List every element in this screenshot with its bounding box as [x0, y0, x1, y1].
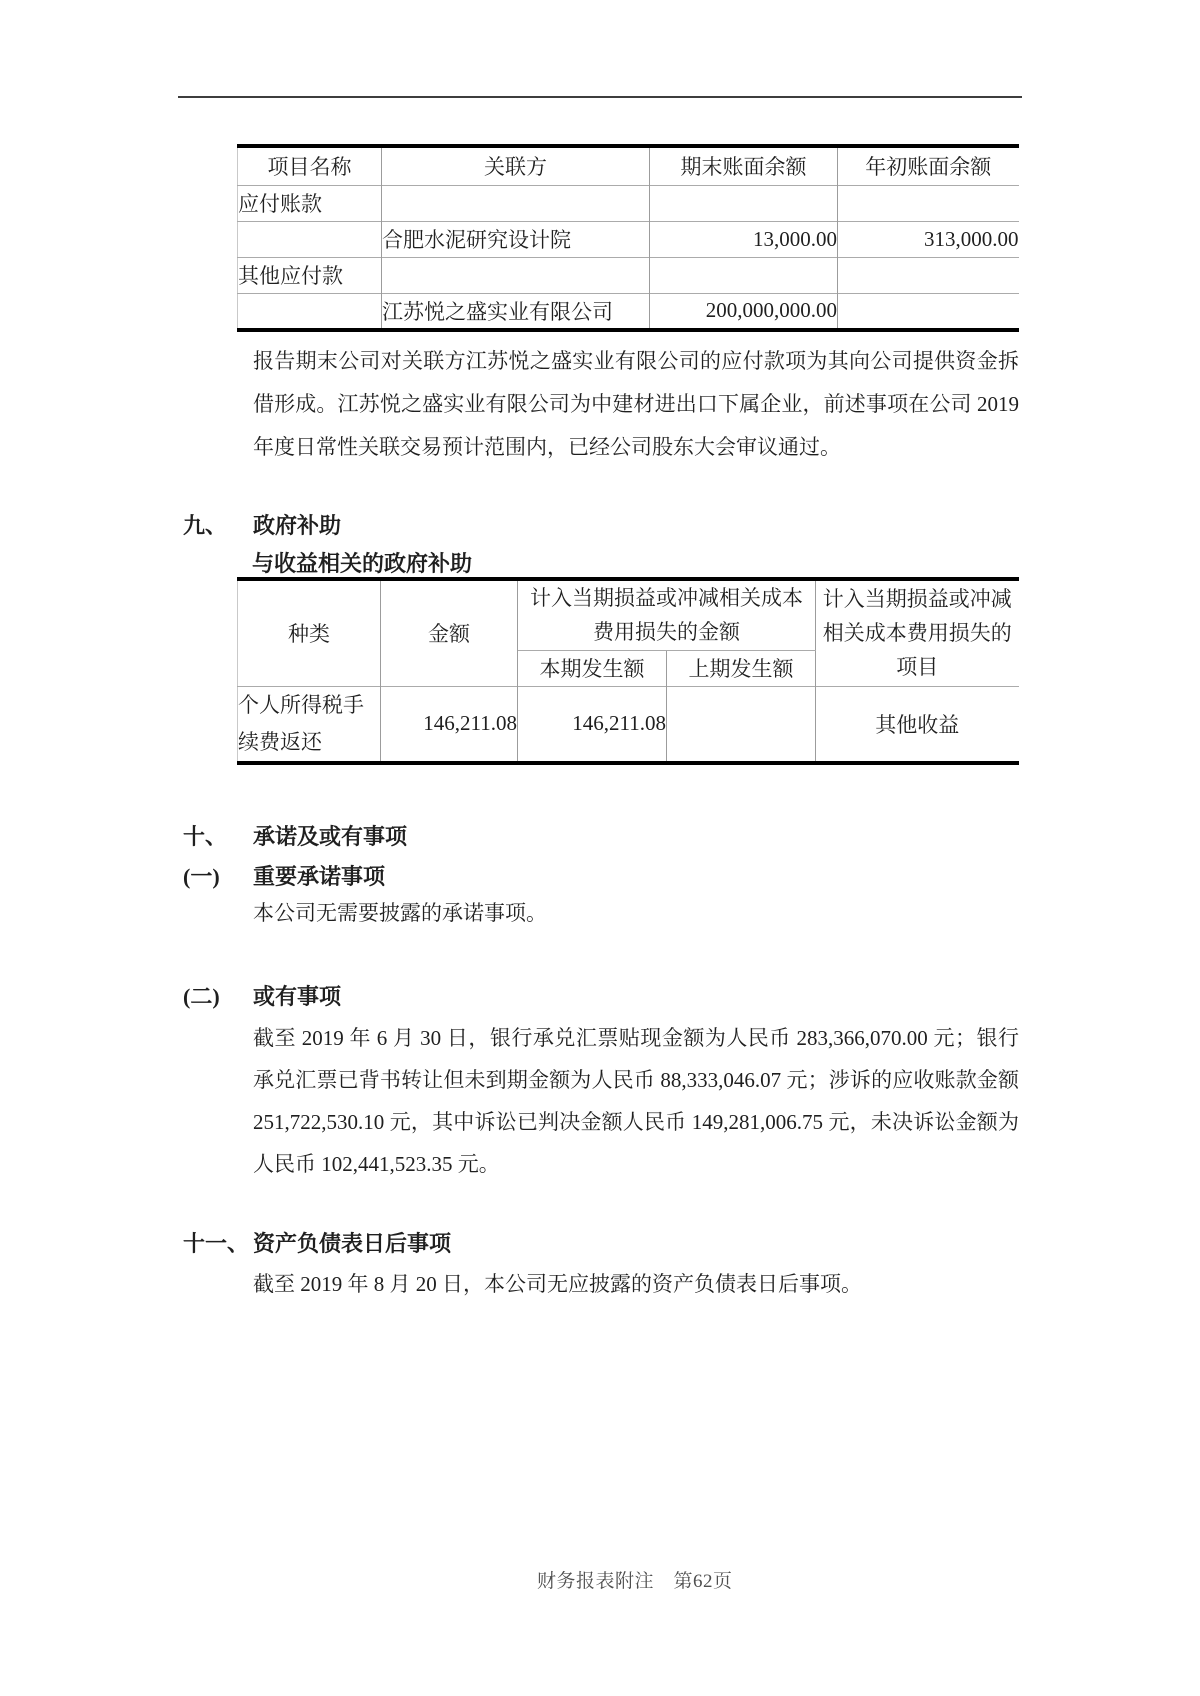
table-cell: 合肥水泥研究设计院	[382, 221, 650, 257]
table-cell	[382, 185, 650, 221]
table-cell: 146,211.08	[518, 686, 667, 763]
section-ten-heading	[183, 824, 407, 849]
paragraph-line: 承兑汇票已背书转让但未到期金额为人民币 88,333,046.07 元；涉诉的应收账款金额	[253, 1068, 1019, 1092]
header-line: 费用损失的金额	[593, 620, 740, 645]
table-header-cell: 上期发生额	[667, 650, 816, 686]
header-line: 计入当期损益或冲减	[822, 587, 1012, 612]
paragraph-line: 人民币 102,441,523.35 元。	[253, 1152, 500, 1176]
table-cell: 146,211.08	[381, 686, 518, 763]
table-row	[238, 185, 1019, 221]
page-footer: 财务报表附注 第62页	[537, 1571, 733, 1592]
table-cell: 应付账款	[238, 185, 382, 221]
post-balance-sheet-body: 截至 2019 年 8 月 20 日，本公司无应披露的资产负债表日后事项。	[253, 1272, 862, 1296]
section-number: (一)	[183, 864, 220, 889]
contingencies-paragraph	[253, 1017, 1019, 1185]
paragraph-line: 251,722,530.10 元，其中诉讼已判决金额人民币 149,281,006.75 元，未决诉讼金额为	[253, 1110, 1019, 1134]
section-nine-heading	[183, 513, 341, 538]
section-ten-two-heading	[183, 984, 341, 1009]
table-header-cell: 期末账面余额	[650, 146, 838, 185]
section-title: 重要承诺事项	[253, 864, 386, 889]
table-header-cell: 关联方	[382, 146, 650, 185]
section-number: 九、	[183, 513, 228, 538]
subsidy-subtitle: 与收益相关的政府补助	[252, 551, 473, 576]
related-party-table	[237, 144, 1019, 332]
table-header-cell: 项目名称	[238, 146, 382, 185]
table-cell	[238, 221, 382, 257]
table-cell	[667, 686, 816, 763]
related-party-note	[253, 340, 1019, 469]
table-header-cell	[816, 579, 1019, 686]
note-line: 报告期末公司对关联方江苏悦之盛实业有限公司的应付款项为其向公司提供资金拆	[253, 349, 1019, 373]
header-line: 项目	[896, 655, 939, 680]
table-cell: 其他收益	[816, 686, 1019, 763]
table-cell: 200,000,000.00	[650, 293, 838, 330]
section-title: 或有事项	[253, 984, 342, 1009]
paragraph-line: 截至 2019 年 6 月 30 日，银行承兑汇票贴现金额为人民币 283,366,070.00 元；银行	[253, 1026, 1019, 1050]
table-cell: 13,000.00	[650, 221, 838, 257]
table-cell	[838, 293, 1019, 330]
subsidy-table	[237, 577, 1019, 765]
page-header-rule	[178, 96, 1022, 98]
table-cell: 其他应付款	[238, 257, 382, 293]
table-cell	[238, 686, 381, 763]
header-line: 计入当期损益或冲减相关成本	[530, 586, 803, 611]
table-header-cell: 年初账面余额	[865, 155, 992, 180]
table-header-cell: 本期发生额	[518, 650, 667, 686]
table-cell	[838, 257, 1019, 293]
table-cell	[838, 185, 1019, 221]
table-header-row	[238, 579, 1019, 650]
table-cell	[382, 257, 650, 293]
cell-line: 续费返还	[238, 729, 322, 754]
note-line: 年度日常性关联交易预计范围内，已经公司股东大会审议通过。	[253, 435, 841, 459]
table-cell	[650, 185, 838, 221]
header-line: 相关成本费用损失的	[822, 621, 1012, 646]
section-title: 承诺及或有事项	[253, 824, 408, 849]
note-line: 借形成。江苏悦之盛实业有限公司为中建材进出口下属企业，前述事项在公司 2019	[253, 392, 1019, 416]
table-cell: 313,000.00	[838, 221, 1019, 257]
table-row	[238, 686, 1019, 763]
commitments-body: 本公司无需要披露的承诺事项。	[253, 901, 547, 925]
table-header-cell: 种类	[238, 579, 381, 686]
table-header-cell: 金额	[381, 579, 518, 686]
section-number: 十一、	[183, 1231, 250, 1256]
table-cell	[650, 257, 838, 293]
table-cell: 江苏悦之盛实业有限公司	[382, 293, 650, 330]
cell-line: 个人所得税手	[238, 692, 364, 717]
section-number: (二)	[183, 984, 220, 1009]
table-cell	[238, 293, 382, 330]
section-title: 资产负债表日后事项	[253, 1231, 452, 1256]
table-row	[238, 221, 1019, 257]
section-number: 十、	[183, 824, 228, 849]
table-row	[238, 257, 1019, 293]
table-row	[238, 293, 1019, 330]
table-header-row	[238, 146, 1019, 185]
section-eleven-heading	[183, 1231, 451, 1256]
section-title: 政府补助	[253, 513, 342, 538]
table-header-cell-merged	[518, 579, 816, 650]
section-ten-one-heading	[183, 864, 385, 889]
